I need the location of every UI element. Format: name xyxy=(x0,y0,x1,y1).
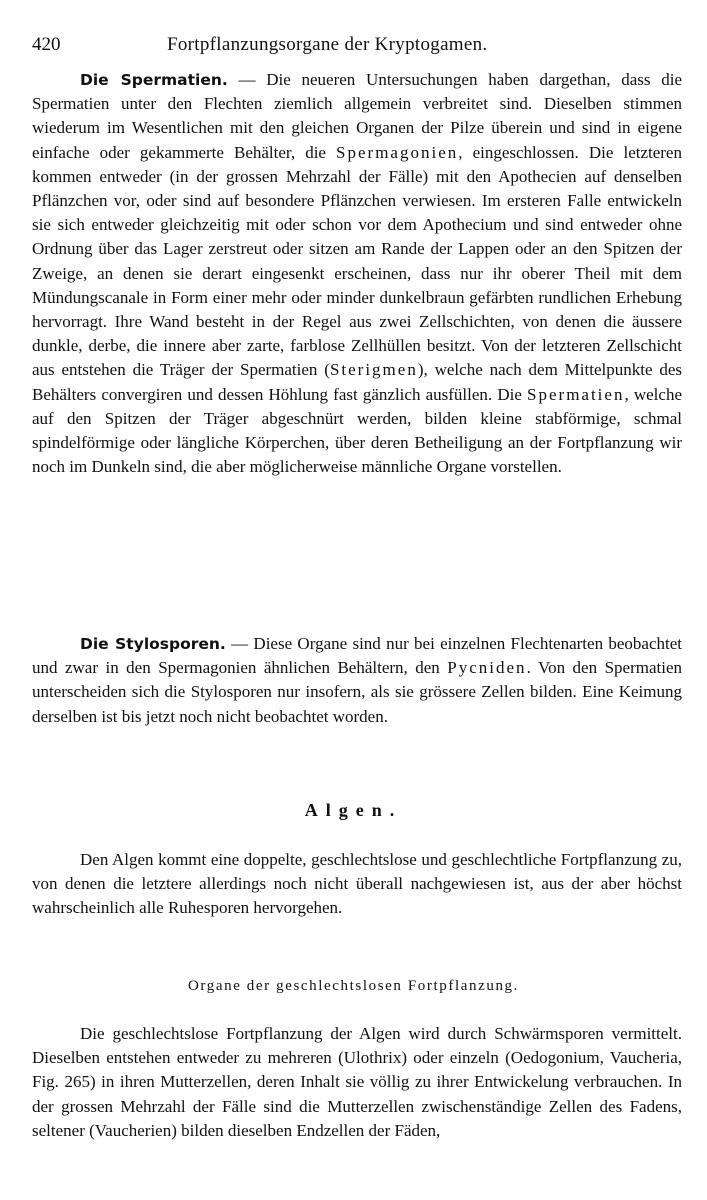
term-sterigmen: Sterigmen xyxy=(329,360,418,380)
algen-intro-paragraph: Den Algen kommt eine doppelte, geschlechtslose und geschlechtliche Fortpflanzung zu, von denen die letztere allerdings noch nicht überall nachgewiesen ist, aus der aber höchst wahrscheinlich alle Ruhesporen hervorgehen. xyxy=(32,850,682,918)
spermatien-text-1: — Die neueren Untersuchungen haben dargethan, dass die Spermatien unter den Flechten ziemlich allgemein verbreitet sind. Dieselben stimmen wiederum im Wesentlichen mit den gleichen Organen der Pilze überein und sind in eigene einfache oder gekammerte Behälter, die xyxy=(32,70,682,162)
term-pycniden: Pycniden xyxy=(447,658,527,678)
page-number: 420 xyxy=(32,34,61,55)
spermatien-heading: Die Spermatien. xyxy=(80,71,228,89)
running-title: Fortpflanzungsorgane der Kryptogamen. xyxy=(167,34,488,55)
spermatien-text-4: , welche auf den Spitzen der Träger abgeschnürt werden, bilden kleine stabförmige, schmal spindelförmige oder längliche Körperchen, über deren Betheiligung an der Fortpflanzung wir noch im Dunkeln sind, die aber möglicherweise männliche Organe vorstellen. xyxy=(32,384,682,477)
term-spermatien: Spermatien xyxy=(527,384,625,404)
stylosporen-heading: Die Stylosporen. xyxy=(80,635,226,653)
page-header xyxy=(32,30,682,60)
term-spermagonien: Spermagonien xyxy=(336,142,459,162)
section-title-algen: Algen. xyxy=(304,800,403,820)
spermatien-paragraph xyxy=(32,68,682,479)
stylosporen-paragraph xyxy=(32,632,682,729)
stylosporen-text-1: — Diese Organe sind nur bei einzelnen Flechtenarten beobachtet und zwar in den Spermagonien ähnlichen Behältern, den xyxy=(32,634,682,678)
algen-body-paragraph: Die geschlechtslose Fortpflanzung der Algen wird durch Schwärmsporen vermittelt. Dieselben entstehen entweder zu mehreren (Ulothrix) oder einzeln (Oedogonium, Vaucheria, Fig. 265) in ihren Mutterzellen, deren Inhalt sie völlig zu ihrer Entwickelung verbrauchen. In der grossen Mehrzahl der Fälle sind die Mutterzellen zwischenständige Zellen des Fadens, seltener (Vaucherien) bilden dieselben Endzellen der Fäden, xyxy=(32,1024,682,1140)
spermatien-text-3: ), welche nach dem Mittelpunkte des Behälters convergiren und dessen Höhlung fast gänzlich ausfüllen. Die xyxy=(32,360,683,404)
spermatien-text-2: , eingeschlossen. Die letzteren kommen entweder (in der grossen Mehrzahl der Fälle) mit den Apothecien auf denselben Pflänzchen vor, oder sind auf besondere Pflänzchen verwiesen. Im ersteren Falle entwickeln sie sich entweder gleichzeitig mit oder schon vor dem Apothecium und sind entweder ohne Ordnung über das Lager zerstreut oder sitzen am Rande der Lappen oder an den Spitzen der Zweige, an denen sie derart eingesenkt erscheinen, dass nur ihr oberer Theil mit dem Mündungscanale in Form einer mehr oder minder dunkelbraun gefärbten rundlichen Erhebung hervorragt. Ihre Wand besteht in der Regel aus zwei Zellschichten, von denen die äussere dunkle, derbe, die innere aber zarte, farblose Zellhüllen besitzt. Von der letzteren Zellschicht aus entstehen die Träger der Spermatien ( xyxy=(32,142,682,380)
subsection-title: Organe der geschlechtslosen Fortpflanzung. xyxy=(187,978,519,994)
stylosporen-text-2: . Von den Spermatien unterscheiden sich die Stylosporen nur insofern, als sie grössere Zellen bilden. Eine Keimung derselben ist bis jetzt noch nicht beobachtet worden. xyxy=(32,658,682,726)
